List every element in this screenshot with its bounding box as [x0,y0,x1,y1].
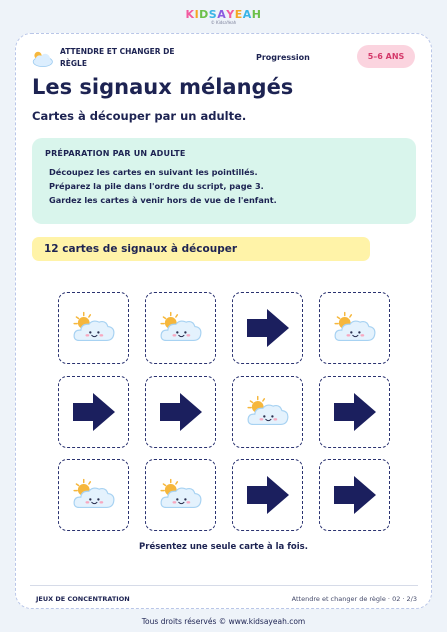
footer-page-info: Attendre et changer de règle · 02 · 2/3 [291,595,417,603]
logo-wordmark: KIDSAYEAH [185,8,262,21]
signal-card [58,376,129,448]
arrow-right-icon [245,474,291,516]
cloud-sun-icon [72,478,116,512]
header-topic: ATTENDRE ET CHANGER DE RÈGLE [60,47,175,68]
signal-card [319,292,390,364]
instruction-text: Présentez une seule carte à la fois. [139,542,308,552]
arrow-right-icon [158,391,204,433]
cloud-sun-icon [30,49,54,69]
preparation-line: Découpez les cartes en suivant les pointillés. [49,167,258,177]
signal-card [319,376,390,448]
cloud-sun-icon [159,478,203,512]
cloud-sun-icon [246,395,290,429]
arrow-right-icon [71,391,117,433]
page-header [16,34,431,74]
age-badge: 5–6 ANS [357,45,415,68]
cloud-sun-icon [159,311,203,345]
signal-card [58,459,129,531]
preparation-line: Préparez la pile dans l'ordre du script, page 3. [49,181,264,191]
preparation-heading: PRÉPARATION PAR UN ADULTE [45,149,186,158]
signal-card [232,292,303,364]
signal-card [319,459,390,531]
brand-logo [0,8,447,25]
signal-card [58,292,129,364]
preparation-box [32,138,416,224]
logo-subtext: © KidsaYeah [210,20,237,25]
signal-card [145,292,216,364]
cards-heading: 12 cartes de signaux à découper [32,237,370,261]
header-section: Progression [256,53,310,62]
arrow-right-icon [245,307,291,349]
signal-card [145,376,216,448]
arrow-right-icon [332,474,378,516]
footer-divider [30,585,418,586]
cloud-sun-icon [72,311,116,345]
page-subtitle: Cartes à découper par un adulte. [32,109,247,123]
copyright-text: Tous droits réservés © www.kidsayeah.com [141,617,306,626]
card-grid [58,292,390,532]
cloud-sun-icon [333,311,377,345]
preparation-line: Gardez les cartes à venir hors de vue de l'enfant. [49,195,277,205]
signal-card [232,459,303,531]
signal-card [232,376,303,448]
signal-card [145,459,216,531]
footer-category: JEUX DE CONCENTRATION [36,595,130,603]
page-title: Les signaux mélangés [32,75,294,99]
arrow-right-icon [332,391,378,433]
worksheet-page [15,33,432,609]
